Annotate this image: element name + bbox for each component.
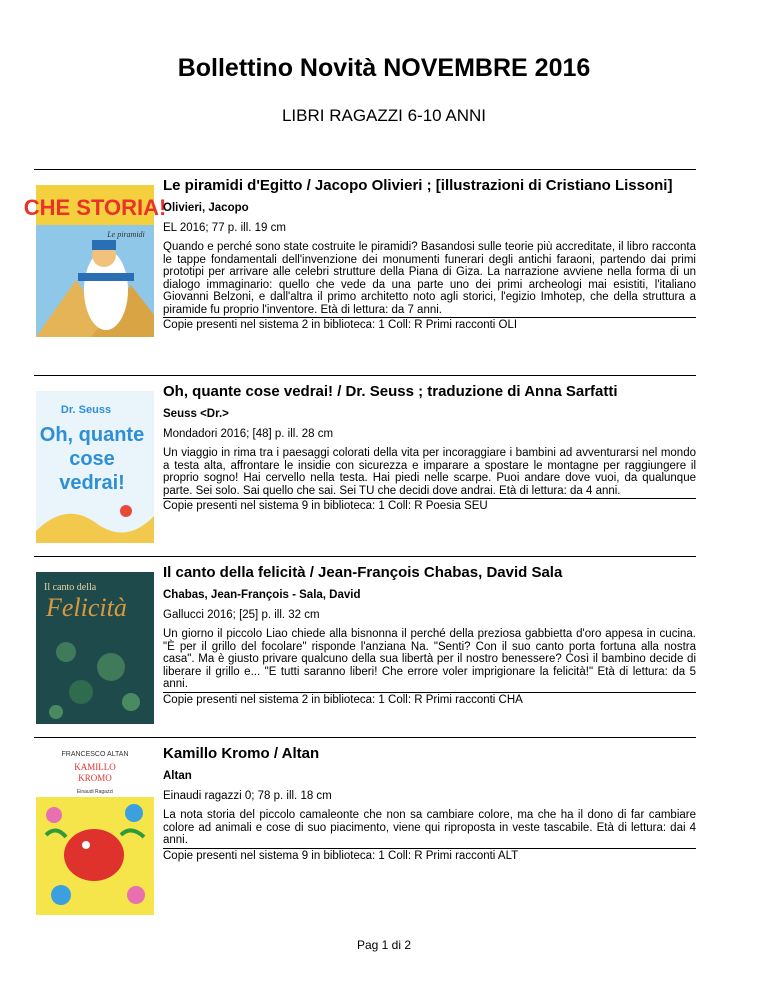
- book-description: Un giorno il piccolo Liao chiede alla bisnonna il perché della preziosa gabbietta d'oro appesa in cucina. "È per il grillo del focolare" risponde l'anziana Na. "Senti? Con il suo canto porta fortuna alla nostra casa". Ma è giusto privare qualcuno della sua libertà per il nostro benessere? Così il bambino decide di liberare il grillo e... "E tutti saranno liberi! Che errore voler imprigionare la felicità!" Età di lettura: da 5 anni.: [163, 628, 696, 690]
- book-author: Altan: [163, 770, 192, 782]
- book-copies: Copie presenti nel sistema 9 in biblioteca: 1 Coll: R Primi racconti ALT: [163, 848, 696, 863]
- page-number: Pag 1 di 2: [356, 938, 412, 952]
- book-cover-image: [36, 572, 154, 724]
- svg-text:KROMO: KROMO: [78, 773, 112, 783]
- book-publication: EL 2016; 77 p. ill. 19 cm: [163, 222, 286, 234]
- book-copies: Copie presenti nel sistema 2 in biblioteca: 1 Coll: R Primi racconti OLI: [163, 317, 696, 332]
- svg-text:FRANCESCO ALTAN: FRANCESCO ALTAN: [61, 751, 129, 758]
- svg-text:Il canto della: Il canto della: [44, 582, 97, 593]
- book-description: Quando e perché sono state costruite le piramidi? Basandosi sulle teorie più accreditate, il libro racconta le tappe fondamentali dell'invenzione dei monumenti funerari degli antichi faraoni, partendo dai primi prototipi per arrivare alle celebri strutture della Piana di Giza. La narrazione avviene nella forma di un dialogo immaginario: quello che vede da una parte uno dei primi archeologi mai esistiti, l'italiano Giovanni Belzoni, e dall'altra il primo architetto noto agli storici, l'egizio Imhotep, che della struttura a piramide fu proprio l'inventore. Età di lettura: da 7 anni.: [163, 241, 696, 316]
- book-copies: Copie presenti nel sistema 9 in biblioteca: 1 Coll: R Poesia SEU: [163, 498, 696, 513]
- book-title: Il canto della felicità / Jean-François Chabas, David Sala: [163, 564, 563, 581]
- svg-text:Oh, quante: Oh, quante: [39, 424, 145, 446]
- book-title: Le piramidi d'Egitto / Jacopo Olivieri ; [illustrazioni di Cristiano Lissoni]: [163, 177, 673, 194]
- svg-text:cose: cose: [69, 448, 115, 470]
- svg-text:Dr. Seuss: Dr. Seuss: [60, 404, 112, 416]
- book-title: Oh, quante cose vedrai! / Dr. Seuss ; traduzione di Anna Sarfatti: [163, 383, 618, 400]
- divider: [34, 737, 696, 738]
- book-cover-image: [36, 391, 154, 543]
- cover-logo-text: CHE STORIA!: [23, 195, 167, 220]
- svg-text:KAMILLO: KAMILLO: [74, 762, 116, 772]
- page-title: Bollettino Novità NOVEMBRE 2016: [177, 54, 591, 82]
- book-details: [163, 177, 696, 332]
- book-copies: Copie presenti nel sistema 2 in biblioteca: 1 Coll: R Primi racconti CHA: [163, 692, 696, 707]
- divider: [34, 375, 696, 376]
- book-publication: Mondadori 2016; [48] p. ill. 28 cm: [163, 428, 334, 440]
- divider: [34, 556, 696, 557]
- book-details: [163, 564, 696, 707]
- book-title: Kamillo Kromo / Altan: [163, 745, 320, 762]
- book-cover-image: [23, 185, 167, 337]
- divider: [34, 169, 696, 170]
- svg-text:Einaudi Ragazzi: Einaudi Ragazzi: [76, 789, 114, 795]
- book-details: [163, 383, 696, 513]
- book-author: Chabas, Jean-François - Sala, David: [163, 589, 361, 601]
- book-description: Un viaggio in rima tra i paesaggi colorati della vita per incoraggiare i bambini ad avventurarsi nel mondo a testa alta, affrontare le insidie con sicurezza e imparare a spostare le montagne per raggiungere il proprio sogno! Hai cervello nella testa. Hai piedi nelle scarpe. Puoi andare dove vuoi, da qualunque parte. Sei solo. Sai quello che sai. Sei TU che decidi dove andrai. Età di lettura: da 4 anni.: [163, 447, 696, 497]
- book-description: La nota storia del piccolo camaleonte che non sa cambiare colore, ma che ha il dono di far cambiare colore ad animali e cose di suo piacimento, viene qui riproposta in veste tascabile. Età di lettura: dai 4 anni.: [163, 809, 696, 846]
- svg-text:Le piramidi: Le piramidi: [107, 230, 145, 239]
- book-author: Seuss <Dr.>: [163, 408, 229, 420]
- svg-text:Felicità: Felicità: [46, 593, 127, 622]
- book-details: [163, 745, 696, 863]
- page-subtitle: LIBRI RAGAZZI 6-10 ANNI: [281, 106, 487, 125]
- book-cover-image: [36, 745, 154, 915]
- svg-text:vedrai!: vedrai!: [59, 472, 125, 494]
- book-author: Olivieri, Jacopo: [163, 202, 249, 214]
- book-publication: Gallucci 2016; [25] p. ill. 32 cm: [163, 609, 320, 621]
- book-publication: Einaudi ragazzi 0; 78 p. ill. 18 cm: [163, 790, 332, 802]
